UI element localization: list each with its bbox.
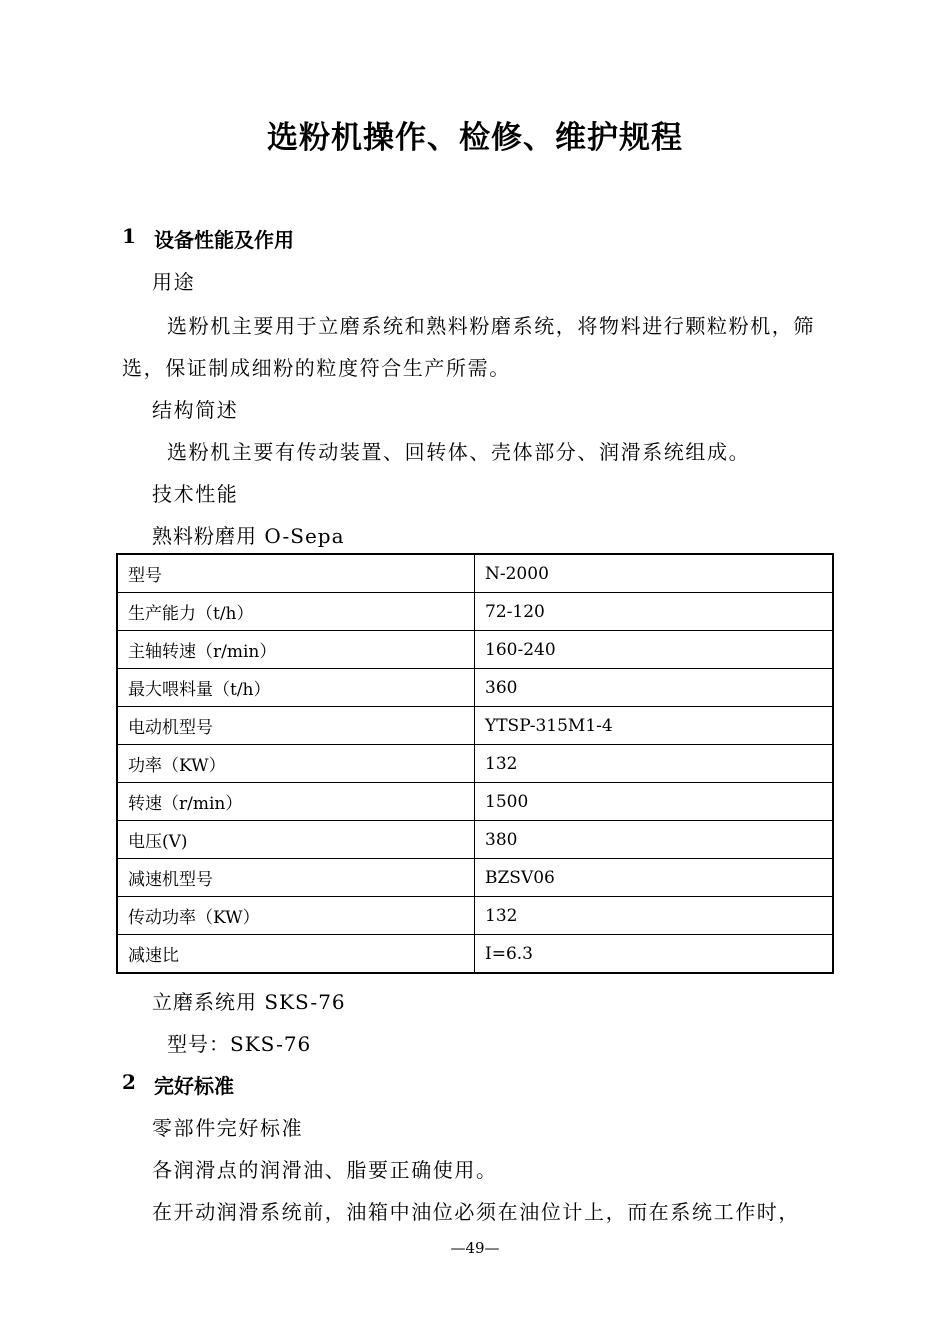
- structure-label: 结构简述: [152, 398, 239, 422]
- table-row: [117, 897, 833, 935]
- osepa-label: 熟料粉磨用 O-Sepa: [152, 524, 345, 548]
- section-1-heading: 设备性能及作用: [154, 228, 294, 252]
- param-name-cell: 减速机型号: [117, 859, 475, 897]
- usage-text-line1: 选粉机主要用于立磨系统和熟料粉磨系统，将物料进行颗粒粉机，筛: [167, 314, 815, 338]
- param-name-cell: 生产能力（t/h）: [117, 593, 475, 631]
- tech-label: 技术性能: [152, 482, 239, 506]
- param-name-cell: 最大喂料量（t/h）: [117, 669, 475, 707]
- table-row: [117, 707, 833, 745]
- sks-model: 型号：SKS-76: [167, 1032, 312, 1056]
- sks-label: 立磨系统用 SKS-76: [152, 990, 346, 1014]
- lubrication-line1: 各润滑点的润滑油、脂要正确使用。: [152, 1158, 498, 1182]
- param-name-cell: 型号: [117, 554, 475, 593]
- table-row: [117, 783, 833, 821]
- section-2-heading: 完好标准: [154, 1074, 234, 1098]
- param-value-cell: 360: [475, 669, 834, 707]
- param-value-cell: 72-120: [475, 593, 834, 631]
- param-value-cell: I=6.3: [475, 935, 834, 974]
- table-row: [117, 669, 833, 707]
- param-value-cell: 132: [475, 897, 834, 935]
- page-number: —49—: [450, 1239, 500, 1257]
- param-name-cell: 电动机型号: [117, 707, 475, 745]
- table-row: [117, 821, 833, 859]
- page-title: 选粉机操作、检修、维护规程: [267, 120, 683, 156]
- param-value-cell: YTSP-315M1-4: [475, 707, 834, 745]
- table-row: [117, 554, 833, 593]
- param-value-cell: 380: [475, 821, 834, 859]
- param-value-cell: 160-240: [475, 631, 834, 669]
- param-name-cell: 功率（KW）: [117, 745, 475, 783]
- table-row: [117, 631, 833, 669]
- parts-label: 零部件完好标准: [152, 1116, 304, 1140]
- table-row: [117, 745, 833, 783]
- usage-text-line2: 选，保证制成细粉的粒度符合生产所需。: [122, 356, 511, 380]
- lubrication-line2: 在开动润滑系统前，油箱中油位必须在油位计上，而在系统工作时，: [152, 1200, 800, 1224]
- table-row: [117, 593, 833, 631]
- usage-label: 用途: [152, 270, 196, 294]
- param-name-cell: 转速（r/min）: [117, 783, 475, 821]
- param-name-cell: 减速比: [117, 935, 475, 974]
- param-value-cell: N-2000: [475, 554, 834, 593]
- structure-text: 选粉机主要有传动装置、回转体、壳体部分、润滑系统组成。: [167, 440, 751, 464]
- param-value-cell: 1500: [475, 783, 834, 821]
- param-name-cell: 电压(V): [117, 821, 475, 859]
- spec-table: [116, 553, 834, 974]
- section-1-number: 1: [122, 224, 136, 248]
- section-2-number: 2: [122, 1070, 136, 1094]
- table-row: [117, 859, 833, 897]
- table-row: [117, 935, 833, 974]
- param-value-cell: BZSV06: [475, 859, 834, 897]
- param-name-cell: 主轴转速（r/min）: [117, 631, 475, 669]
- param-name-cell: 传动功率（KW）: [117, 897, 475, 935]
- param-value-cell: 132: [475, 745, 834, 783]
